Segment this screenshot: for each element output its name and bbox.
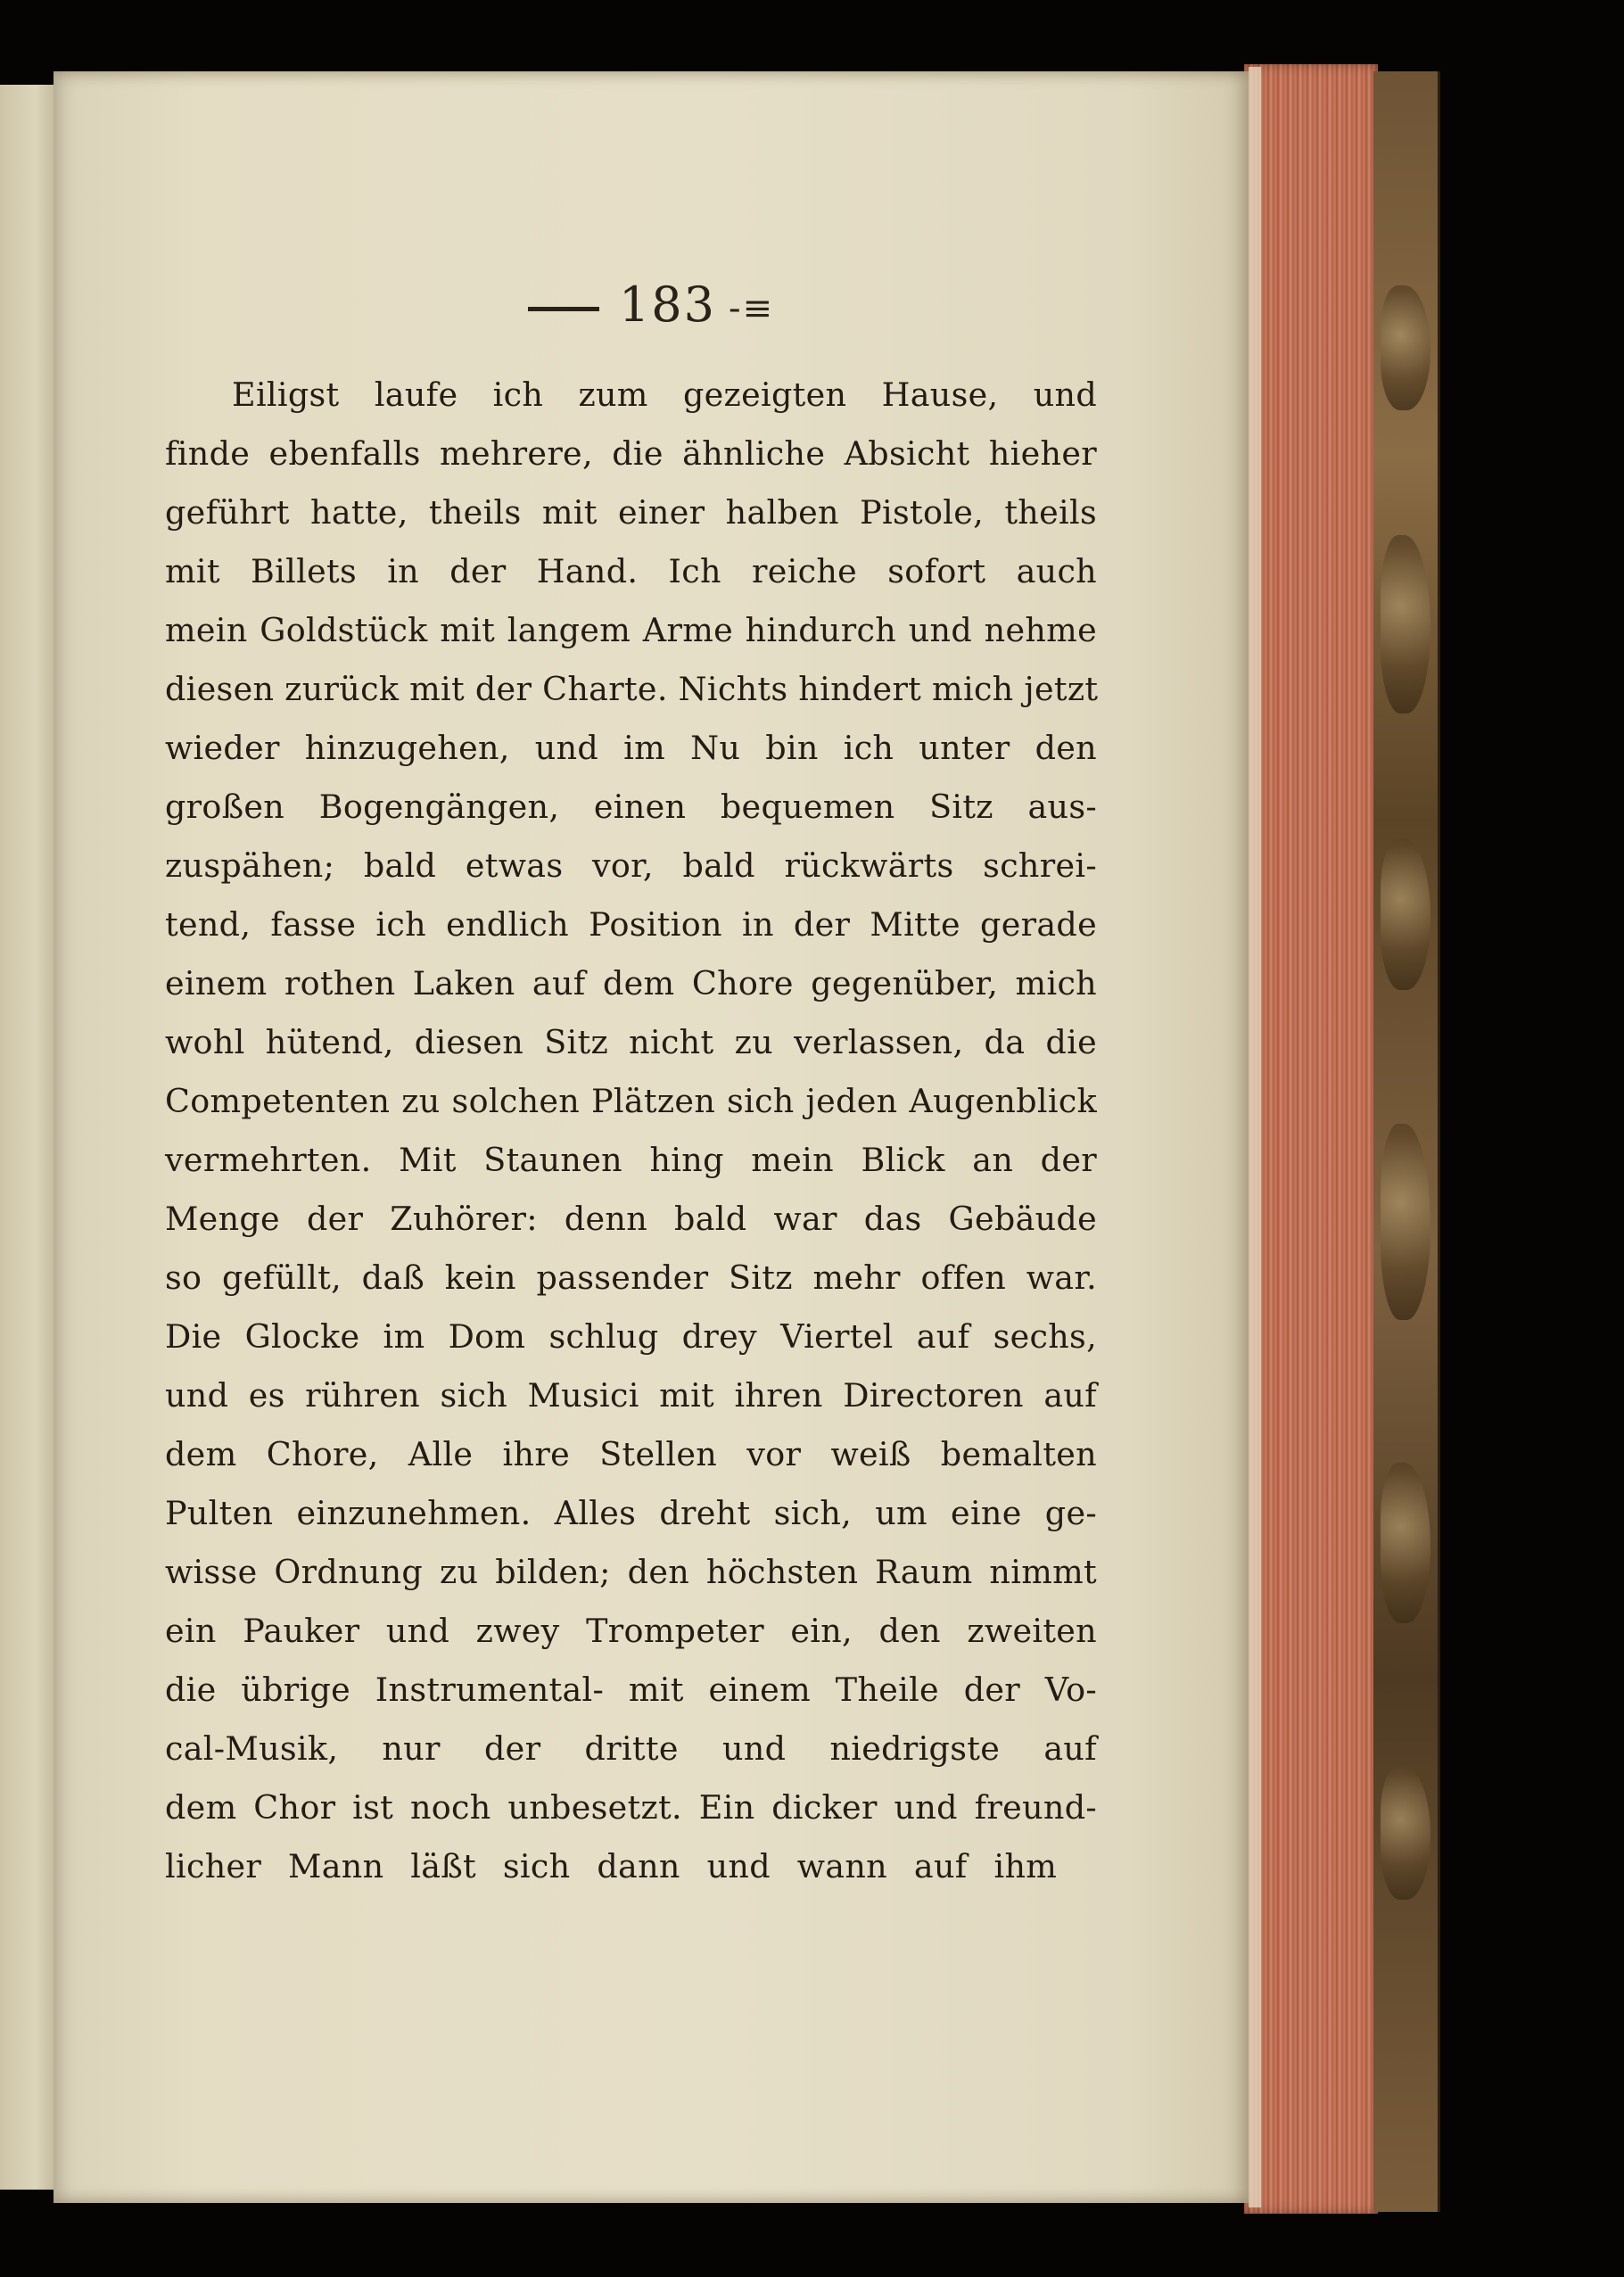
marble-pattern	[1381, 535, 1430, 714]
text-line: so gefüllt, daß kein passender Sitz mehr offen war.	[165, 1258, 1097, 1297]
text-line: die übrige Instrumental- mit einem Theile der Vo-	[165, 1671, 1097, 1709]
text-line: wisse Ordnung zu bilden; den höchsten Raum nimmt	[165, 1553, 1097, 1591]
text-line: Menge der Zuhörer: denn bald war das Gebäude	[165, 1200, 1097, 1238]
text-line: Die Glocke im Dom schlug drey Viertel auf sechs,	[165, 1317, 1097, 1356]
text-line: cal-Musik, nur der dritte und niedrigste auf	[165, 1729, 1097, 1768]
text-line: geführt hatte, theils mit einer halben Pistole, theils	[165, 493, 1097, 532]
marble-pattern	[1381, 838, 1430, 990]
text-line: Competenten zu solchen Plätzen sich jeden Augenblick	[165, 1082, 1097, 1120]
text-line: Pulten einzunehmen. Alles dreht sich, um eine ge-	[165, 1494, 1097, 1532]
text-line: wohl hütend, diesen Sitz nicht zu verlassen, da die	[165, 1023, 1097, 1061]
marble-pattern	[1381, 285, 1430, 410]
text-line: Eiligst laufe ich zum gezeigten Hause, und	[232, 375, 1097, 414]
text-line: dem Chore, Alle ihre Stellen vor weiß bemalten	[165, 1435, 1097, 1473]
page-number: 183	[618, 276, 717, 333]
text-line: mit Billets in der Hand. Ich reiche sofort auch	[165, 552, 1097, 590]
text-line: licher Mann läßt sich dann und wann auf ihm	[165, 1847, 1058, 1885]
text-line: zuspähen; bald etwas vor, bald rückwärts schrei-	[165, 846, 1097, 885]
text-line: und es rühren sich Musici mit ihren Directoren auf	[165, 1376, 1097, 1415]
text-line: dem Chor ist noch unbesetzt. Ein dicker und freund-	[165, 1788, 1097, 1827]
text-line: vermehrten. Mit Staunen hing mein Blick an der	[165, 1141, 1097, 1179]
text-line: finde ebenfalls mehrere, die ähnliche Absicht hieher	[165, 434, 1097, 473]
marble-pattern	[1381, 1766, 1430, 1900]
body-text	[165, 366, 1097, 1896]
page-header	[54, 276, 1249, 333]
text-line: diesen zurück mit der Charte. Nichts hindert mich jetzt	[165, 670, 1099, 708]
header-ornament: -≡	[729, 288, 775, 329]
text-line: wieder hinzugehen, und im Nu bin ich unter den	[165, 729, 1097, 767]
text-line: großen Bogengängen, einen bequemen Sitz aus-	[165, 788, 1097, 826]
page-block-edge	[1244, 64, 1378, 2214]
marble-pattern	[1381, 1124, 1430, 1320]
header-dash	[528, 307, 599, 311]
text-line: ein Pauker und zwey Trompeter ein, den zweiten	[165, 1612, 1097, 1650]
page-edge-highlight	[1249, 67, 1261, 2207]
marbled-binding	[1373, 71, 1440, 2212]
book-page	[54, 71, 1249, 2203]
text-line: mein Goldstück mit langem Arme hindurch und nehme	[165, 611, 1097, 649]
marble-pattern	[1381, 1463, 1430, 1623]
text-line: tend, fasse ich endlich Position in der Mitte gerade	[165, 905, 1097, 944]
text-line: einem rothen Laken auf dem Chore gegenüber, mich	[165, 964, 1097, 1002]
